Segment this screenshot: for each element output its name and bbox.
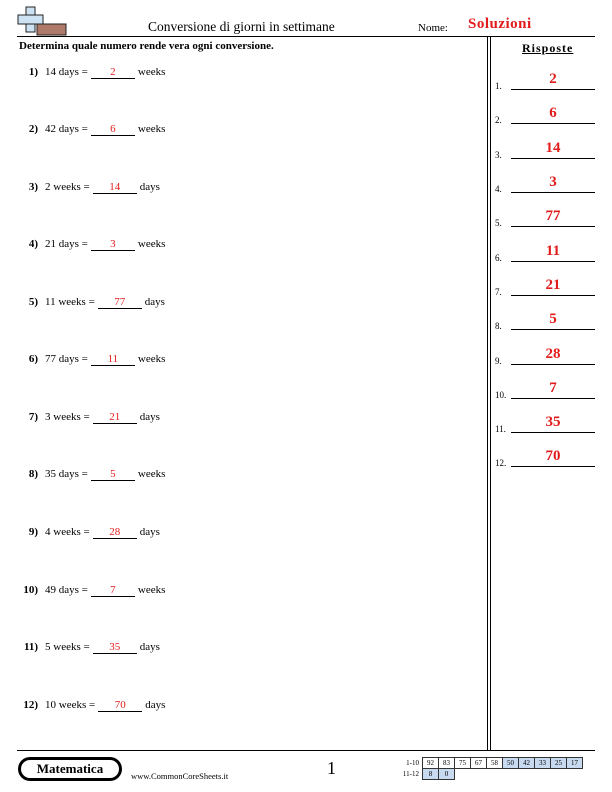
answer-blank[interactable]: 21 [93, 411, 137, 424]
answer-key-item [495, 243, 595, 263]
answer-key-line [511, 123, 595, 124]
problem-number: 11) [23, 641, 38, 653]
answer-blank[interactable]: 70 [98, 699, 142, 712]
problem-prefix: 77 days = [45, 353, 88, 365]
column-divider [490, 37, 491, 750]
answer-blank[interactable]: 77 [98, 296, 142, 309]
score-row [396, 758, 583, 769]
problem-unit: days [139, 411, 160, 423]
answer-blank[interactable]: 14 [93, 181, 137, 194]
problem-unit: weeks [137, 66, 166, 78]
footer-divider [17, 750, 595, 751]
answer-key-number: 7. [495, 287, 502, 297]
answer-key-item [495, 380, 595, 400]
answer-key-number: 9. [495, 356, 502, 366]
problem-number: 7) [28, 411, 38, 423]
problem-unit: days [139, 526, 160, 538]
answer-key-number: 12. [495, 458, 507, 468]
answer-key-value: 7 [549, 380, 557, 396]
name-value: Soluzioni [468, 16, 532, 32]
score-row-label: 1-10 [406, 759, 419, 767]
answer-key-line [511, 364, 595, 365]
answer-key-number: 5. [495, 218, 502, 228]
problem-prefix: 5 weeks = [45, 641, 90, 653]
answer-key-number: 2. [495, 115, 502, 125]
answer-key-line [511, 158, 595, 159]
answer-key-number: 6. [495, 253, 502, 263]
answer-key-item [495, 414, 595, 434]
answer-key-line [511, 261, 595, 262]
logo-icon [17, 6, 67, 36]
score-cell: 58 [487, 758, 503, 769]
problem-number: 10) [23, 584, 38, 596]
answer-key-value: 14 [545, 140, 561, 156]
column-divider [487, 37, 488, 750]
page-number: 1 [327, 758, 336, 778]
problem-number: 6) [28, 353, 38, 365]
answer-key-number: 3. [495, 150, 502, 160]
answer-key-value: 6 [549, 105, 557, 121]
problem-number: 2) [28, 123, 38, 135]
score-row-label: 11-12 [402, 770, 419, 778]
problem-prefix: 35 days = [45, 468, 88, 480]
answer-key-item [495, 140, 595, 160]
site-url: www.CommonCoreSheets.it [131, 771, 229, 781]
answer-key-value: 2 [549, 71, 557, 87]
problem-prefix: 2 weeks = [45, 181, 90, 193]
problem-unit: weeks [137, 584, 166, 596]
answer-key-number: 4. [495, 184, 502, 194]
score-cell: 42 [519, 758, 535, 769]
answer-key-value: 5 [549, 311, 557, 327]
problem-number: 8) [28, 468, 38, 480]
answer-key-value: 11 [545, 243, 561, 259]
problem-unit: days [139, 181, 160, 193]
name-label: Nome: [418, 22, 448, 34]
problem-unit: days [144, 296, 165, 308]
answer-key-value: 28 [545, 346, 561, 362]
answer-blank[interactable]: 11 [91, 353, 135, 366]
answer-blank[interactable]: 5 [91, 468, 135, 481]
problem-number: 4) [28, 238, 38, 250]
score-cell: 17 [567, 758, 583, 769]
answer-key-line [511, 329, 595, 330]
problem-prefix: 14 days = [45, 66, 88, 78]
problem-unit: days [139, 641, 160, 653]
answer-key-item [495, 277, 595, 297]
problem-prefix: 10 weeks = [45, 699, 96, 711]
answer-key-line [511, 89, 595, 90]
problem-prefix: 11 weeks = [45, 296, 95, 308]
score-cell: 67 [471, 758, 487, 769]
answer-blank[interactable]: 28 [93, 526, 137, 539]
answers-heading: Risposte [522, 41, 574, 55]
answer-key-line [511, 226, 595, 227]
answer-key-item [495, 208, 595, 228]
page-title: Conversione di giorni in settimane [148, 19, 335, 34]
answer-key-line [511, 192, 595, 193]
problem-unit: weeks [137, 353, 166, 365]
answer-key-line [511, 398, 595, 399]
problem-prefix: 4 weeks = [45, 526, 90, 538]
answer-key-item [495, 346, 595, 366]
answer-key-value: 70 [545, 448, 561, 464]
score-cell: 92 [423, 758, 439, 769]
score-cell: 0 [439, 769, 455, 780]
answer-key-value: 35 [545, 414, 561, 430]
problem-prefix: 3 weeks = [45, 411, 90, 423]
answer-key-item [495, 105, 595, 125]
score-grid [396, 757, 583, 780]
answer-key-item [495, 71, 595, 91]
brand-badge [18, 757, 122, 781]
problem-number: 3) [28, 181, 38, 193]
answer-key-item [495, 311, 595, 331]
score-cell: 33 [535, 758, 551, 769]
answer-key-value: 77 [545, 208, 561, 224]
score-cell: 8 [423, 769, 439, 780]
problem-unit: weeks [137, 123, 166, 135]
brand-label: Matematica [21, 760, 119, 778]
answer-key-line [511, 466, 595, 467]
score-cell: 83 [439, 758, 455, 769]
answer-blank[interactable]: 7 [91, 584, 135, 597]
answer-key-value: 21 [545, 277, 561, 293]
problem-prefix: 21 days = [45, 238, 88, 250]
problem-prefix: 42 days = [45, 123, 88, 135]
answer-key-item [495, 174, 595, 194]
problem-unit: days [145, 699, 166, 711]
answer-key-value: 3 [549, 174, 557, 190]
problem-prefix: 49 days = [45, 584, 88, 596]
problem-number: 1) [28, 66, 38, 78]
answer-key-number: 10. [495, 390, 507, 400]
answer-key-line [511, 295, 595, 296]
header-divider [17, 36, 595, 37]
answer-key-item [495, 448, 595, 468]
score-cell: 75 [455, 758, 471, 769]
score-row [396, 769, 583, 780]
problem-number: 9) [28, 526, 38, 538]
instructions: Determina quale numero rende vera ogni conversione. [19, 40, 274, 52]
problem-unit: weeks [137, 468, 166, 480]
answer-blank[interactable]: 6 [91, 123, 135, 136]
problem-number: 5) [28, 296, 38, 308]
answer-blank[interactable]: 35 [93, 641, 137, 654]
score-cell: 25 [551, 758, 567, 769]
problem-number: 12) [23, 699, 38, 711]
answer-blank[interactable]: 3 [91, 238, 135, 251]
answer-key-number: 8. [495, 321, 502, 331]
score-cell: 50 [503, 758, 519, 769]
answer-blank[interactable]: 2 [91, 66, 135, 79]
problem-unit: weeks [137, 238, 166, 250]
answer-key-line [511, 432, 595, 433]
answer-key-number: 1. [495, 81, 502, 91]
answer-key-number: 11. [495, 424, 506, 434]
